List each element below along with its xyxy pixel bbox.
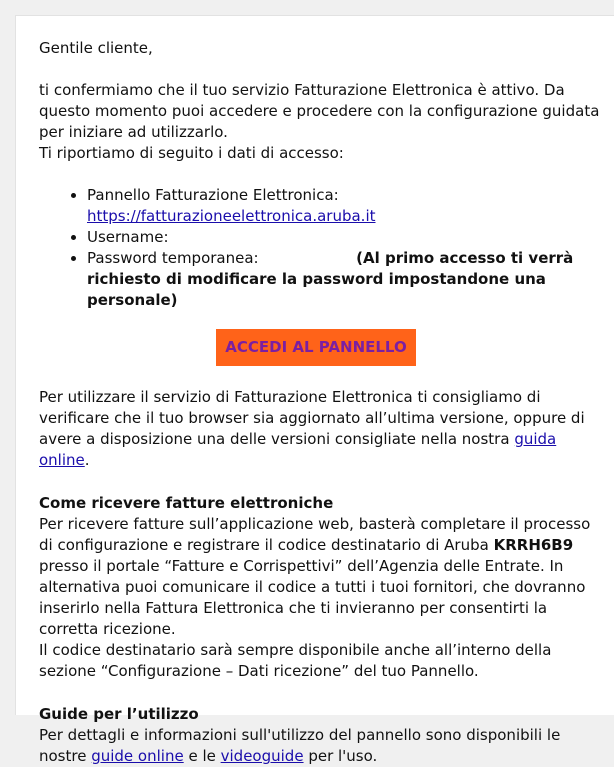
- guides-section: [39, 704, 605, 767]
- videoguide-link[interactable]: videoguide: [220, 747, 304, 765]
- username-label: Username:: [87, 228, 169, 246]
- guides-text-c: per l'uso.: [303, 747, 378, 765]
- email-body: [15, 15, 614, 765]
- access-item-panel: [87, 185, 605, 227]
- online-guide-link[interactable]: guida online: [39, 430, 557, 469]
- guides-paragraph: [39, 725, 605, 767]
- intro-paragraph: [39, 80, 605, 164]
- receive-paragraph: [39, 514, 605, 682]
- access-panel-button[interactable]: ACCEDI AL PANNELLO: [216, 329, 416, 366]
- guides-text-a: Per dettagli e informazioni sull'utilizzo del pannello sono disponibili le nostre: [39, 726, 561, 765]
- receive-section: [39, 493, 605, 682]
- receive-text-a: Per ricevere fatture sull’applicazione web, basterà completare il processo di configurazione e registrare il codice destinatario di Aruba: [39, 515, 591, 554]
- panel-link[interactable]: https://fatturazioneelettronica.aruba.it: [87, 207, 376, 225]
- receive-text-c: Il codice destinatario sarà sempre disponibile anche all’interno della sezione “Configurazione – Dati ricezione” del tuo Pannello.: [39, 641, 552, 680]
- panel-label: Pannello Fatturazione Elettronica:: [87, 186, 339, 204]
- receive-title: Come ricevere fatture elettroniche: [39, 494, 334, 512]
- browser-note: [39, 387, 605, 471]
- guides-online-link[interactable]: guide online: [91, 747, 184, 765]
- cta-wrapper: [39, 329, 605, 366]
- access-item-password: [87, 248, 605, 311]
- recipient-code: KRRH6B9: [493, 536, 574, 554]
- guides-title: Guide per l’utilizzo: [39, 705, 199, 723]
- greeting: Gentile cliente,: [39, 39, 153, 57]
- password-label: Password temporanea:: [87, 249, 259, 267]
- browser-note-end: .: [84, 451, 90, 469]
- intro-line-1: ti confermiamo che il tuo servizio Fatturazione Elettronica è attivo. Da questo momento puoi accedere e procedere con la configurazione guidata per iniziare ad utilizzarlo.: [39, 81, 600, 141]
- browser-note-text: Per utilizzare il servizio di Fatturazione Elettronica ti consigliamo di verificare che il tuo browser sia aggiornato all’ultima versione, oppure di avere a disposizione una delle versioni consigliate nella nostra: [39, 388, 585, 448]
- password-note: (Al primo accesso ti verrà richiesto di modificare la password impostandone una personale): [87, 249, 574, 309]
- access-list: [39, 185, 605, 311]
- receive-text-b: presso il portale “Fatture e Corrispettivi” dell’Agenzia delle Entrate. In alternativa puoi comunicare il codice a tutti i tuoi fornitori, che dovranno inserirlo nella Fattura Elettronica che ti invieranno per consentirti la corretta ricezione.: [39, 557, 586, 638]
- guides-text-b: e le: [183, 747, 221, 765]
- access-item-username: [87, 227, 605, 248]
- intro-line-2: Ti riportiamo di seguito i dati di accesso:: [39, 144, 344, 162]
